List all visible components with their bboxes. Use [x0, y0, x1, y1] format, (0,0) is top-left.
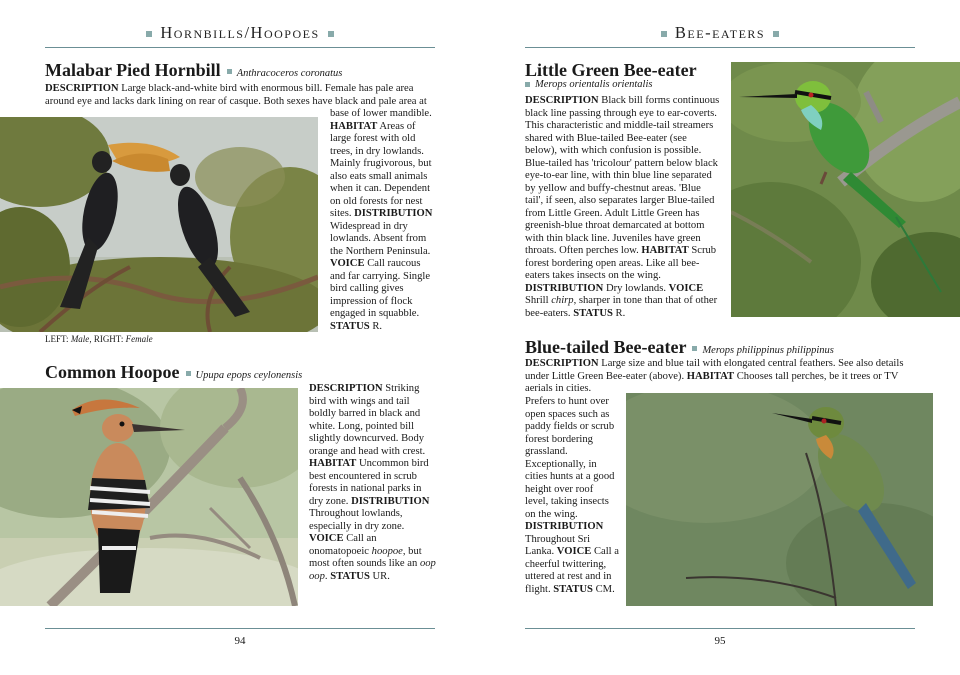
hornbill-description-rest: base of lower mandible.: [330, 108, 432, 119]
label-distribution: DISTRIBUTION: [525, 521, 604, 532]
hoopoe-status: UR.: [372, 570, 390, 582]
label-voice: VOICE: [309, 533, 344, 544]
blue-tailed-photo: [626, 393, 933, 606]
label-distribution: DISTRIBUTION: [354, 208, 433, 219]
hornbill-voice: Call raucous and far carrying. Single bird calling gives impression of flock engaged in squabble.: [330, 258, 431, 319]
hornbill-photo-caption: [45, 334, 153, 344]
little-green-photo: [731, 62, 960, 317]
title-square-icon: [186, 371, 191, 376]
label-status: STATUS: [330, 570, 370, 582]
label-habitat: HABITAT: [309, 458, 357, 469]
header-square-icon: [146, 31, 152, 37]
little-green-description: Black bill forms continuous black line passing through eye to ear-coverts. This characteristic and middle-tail streamers shared with Blue-tailed Bee-eater (see below), with which confusion is possible. Blue-tailed has 'tricolour' pattern below black eye-to-ear line, with thin blue line separated by yellow and buffy-chestnut areas. 'Blue tail', if seen, also separates larger Blue-tailed from Little Green. Adult Little Green has greenish-blue throat demarcated at bottom with thin black line. Juveniles have green throats. Often perches low.: [525, 95, 720, 256]
left-header-text: Hornbills/Hoopoes: [160, 23, 320, 42]
title-square-icon: [692, 346, 697, 351]
left-header-rule: [45, 47, 435, 48]
left-footer-rule: [45, 628, 435, 629]
hoopoe-distribution: Throughout lowlands, especially in dry zone.: [309, 508, 405, 532]
left-page-header: [45, 23, 435, 43]
label-voice: VOICE: [556, 546, 592, 557]
header-square-icon: [773, 31, 779, 37]
blue-tailed-name: Blue-tailed Bee-eater: [525, 337, 687, 357]
little-green-voice-italic: chirp: [551, 295, 574, 306]
little-green-status: R.: [615, 307, 626, 319]
label-distribution: DISTRIBUTION: [525, 282, 604, 294]
right-footer-rule: [525, 628, 915, 629]
right-page-number: 95: [714, 635, 726, 647]
blue-tailed-distribution: Throughout Sri Lanka.: [525, 533, 591, 557]
label-habitat: HABITAT: [330, 120, 378, 132]
little-green-voice-post: , sharper in tone than that of other bee-eaters.: [525, 295, 718, 319]
header-square-icon: [328, 31, 334, 37]
label-description: DESCRIPTION: [525, 358, 599, 369]
hornbill-photo: [0, 117, 318, 332]
label-voice: VOICE: [668, 282, 704, 294]
hornbill-title: [45, 60, 342, 81]
label-status: STATUS: [553, 583, 593, 595]
hoopoe-description: Striking bird with wings and tail boldly barred in black and white. Long, pointed bill slightly downcurved. Body orange and head with crest.: [309, 383, 426, 457]
hornbill-description-right: [330, 108, 438, 333]
label-description: DESCRIPTION: [309, 383, 383, 394]
title-square-icon: [525, 82, 530, 87]
hoopoe-title: [45, 362, 302, 383]
hornbill-description: Large black-and-white bird with enormous bill. Female has pale area around eye and lacks dark lining on rear of casque. Both sexes have black and pale area at: [45, 83, 427, 107]
left-page-number: 94: [234, 635, 246, 647]
blue-tailed-description: Large size and blue tail with elongated central feathers. See also details under Little Green Bee-eater (above).: [525, 358, 904, 382]
hoopoe-voice-mid: , but most often sounds like an: [309, 545, 422, 569]
blue-tailed-title: [525, 337, 834, 358]
hornbill-name: Malabar Pied Hornbill: [45, 60, 221, 80]
right-header-text: Bee-eaters: [674, 23, 766, 42]
blue-tailed-description-top: [525, 358, 917, 396]
little-green-habitat: Scrub forest bordering open areas. Like all bee-eaters takes insects on the wing.: [525, 245, 717, 281]
hornbill-scientific-name: Anthracoceros coronatus: [236, 68, 343, 79]
hoopoe-text: [309, 383, 437, 583]
caption-mid: , RIGHT:: [89, 334, 126, 344]
label-distribution: DISTRIBUTION: [351, 495, 430, 507]
little-green-title: Little Green Bee-eater: [525, 60, 697, 80]
header-square-icon: [661, 31, 667, 37]
title-square-icon: [227, 69, 232, 74]
caption-prefix: LEFT:: [45, 334, 71, 344]
label-status: STATUS: [573, 307, 613, 319]
label-habitat: HABITAT: [641, 245, 689, 256]
hoopoe-voice-end: .: [324, 570, 328, 582]
caption-male: Male: [70, 334, 90, 344]
little-green-text: [525, 95, 721, 320]
label-status: STATUS: [330, 320, 370, 332]
hoopoe-voice-italic-1: hoopoe: [371, 545, 403, 557]
hornbill-status: R.: [372, 320, 383, 332]
hoopoe-scientific-name: Upupa epops ceylonensis: [195, 370, 303, 381]
hornbill-distribution: Widespread in dry lowlands. Absent from the Northern Peninsula.: [330, 220, 431, 257]
hoopoe-habitat: Uncommon bird best encountered in scrub forests in national parks in dry zone.: [309, 458, 429, 507]
right-header-rule: [525, 47, 915, 48]
little-green-scientific-name: Merops orientalis orientalis: [535, 79, 653, 90]
blue-tailed-scientific-name: Merops philippinus philippinus: [702, 345, 834, 356]
hoopoe-voice-italic-2: oop oop: [309, 558, 436, 582]
label-description: DESCRIPTION: [45, 83, 119, 94]
label-habitat: HABITAT: [686, 370, 735, 382]
blue-tailed-habitat-top: Chooses tall perches, be it trees or TV aerials in cities.: [525, 370, 899, 394]
caption-female: Female: [125, 334, 153, 344]
hoopoe-photo: [0, 388, 298, 606]
blue-tailed-habitat-rest: Prefers to hunt over open spaces such as paddy fields or scrub forest bordering grassland. Exceptionally, in cities hunts at a good height over roof level, taking insects on the wing.: [525, 396, 615, 520]
blue-tailed-status: CM.: [595, 583, 615, 595]
little-green-scientific: [525, 79, 652, 90]
hoopoe-voice-pre: Call an onomatopoeic: [309, 533, 377, 557]
hoopoe-name: Common Hoopoe: [45, 362, 180, 382]
label-description: DESCRIPTION: [525, 95, 599, 106]
blue-tailed-text-left: [525, 396, 619, 596]
hornbill-habitat: Areas of large forest with old trees, in dry lowlands. Mainly frugivorous, but also eats small animals when it can. Dependent on old forests for nest sites.: [330, 120, 432, 219]
label-voice: VOICE: [330, 258, 365, 269]
little-green-voice-pre: Shrill: [525, 295, 549, 306]
blue-tailed-voice: Call a cheerful twittering, uttered at rest and in flight.: [525, 546, 619, 595]
little-green-distribution: Dry lowlands.: [605, 282, 666, 294]
right-page-header: [525, 23, 915, 43]
hornbill-description-top: [45, 83, 437, 108]
